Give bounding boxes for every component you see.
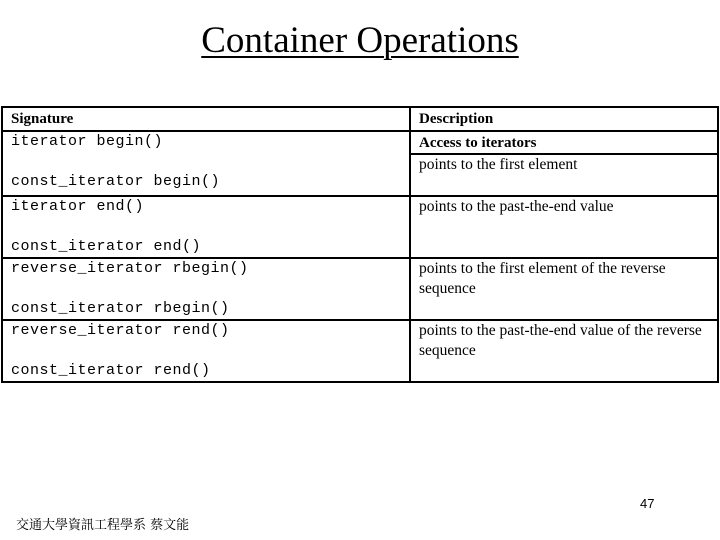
- signature-line: const_iterator begin(): [11, 173, 221, 190]
- signature-line: const_iterator rbegin(): [11, 300, 230, 317]
- section-heading: Access to iterators: [410, 131, 718, 154]
- description-cell: points to the past-the-end value of the reverse sequence: [410, 320, 718, 382]
- header-signature: Signature: [2, 107, 410, 131]
- signature-cell: [2, 131, 410, 196]
- signature-cell: [2, 196, 410, 258]
- table-row: [2, 196, 718, 258]
- signature-cell: [2, 258, 410, 320]
- signature-line: reverse_iterator rbegin(): [11, 260, 249, 277]
- container-operations-table: [1, 106, 719, 383]
- signature-cell: [2, 320, 410, 382]
- signature-line: const_iterator rend(): [11, 362, 211, 379]
- description-cell: points to the past-the-end value: [410, 196, 718, 258]
- description-cell: points to the first element: [410, 154, 718, 196]
- table-header-row: [2, 107, 718, 131]
- signature-line: const_iterator end(): [11, 238, 202, 255]
- table-row: [2, 258, 718, 320]
- description-cell: points to the first element of the reverse sequence: [410, 258, 718, 320]
- header-description: Description: [410, 107, 718, 131]
- table-row: [2, 131, 718, 154]
- signature-line: iterator end(): [11, 198, 145, 215]
- footer-text: 交通大學資訊工程學系 蔡文能: [16, 518, 190, 533]
- page-number: 47: [640, 496, 655, 511]
- signature-line: reverse_iterator rend(): [11, 322, 230, 339]
- slide-title: Container Operations: [201, 20, 519, 61]
- signature-line: iterator begin(): [11, 133, 164, 150]
- table-row: [2, 320, 718, 382]
